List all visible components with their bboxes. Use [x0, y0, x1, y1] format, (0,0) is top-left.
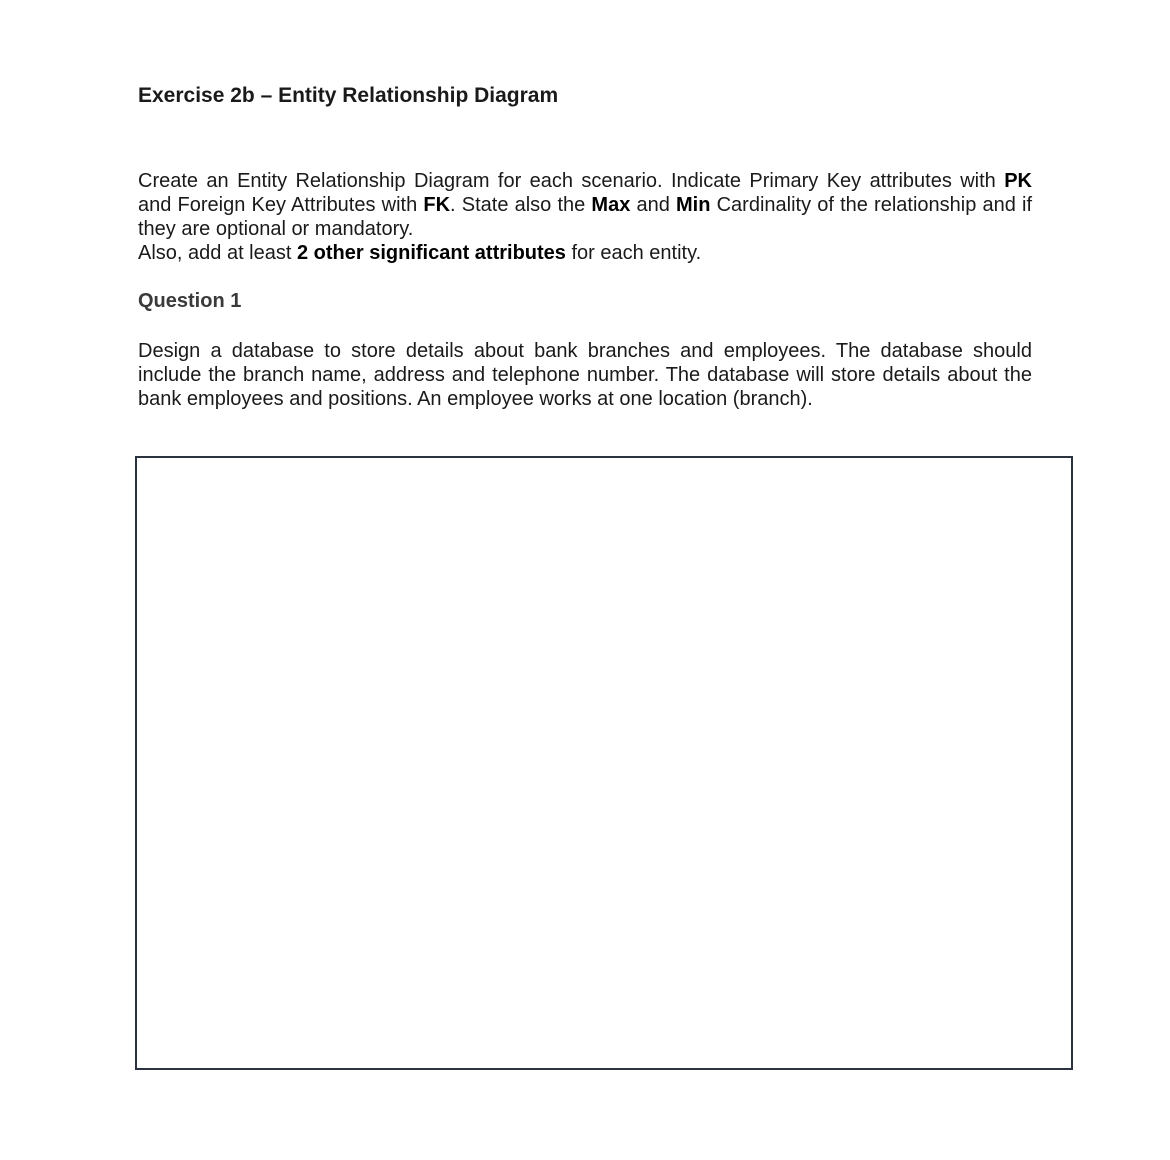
question-title: Question 1	[138, 290, 242, 312]
attributes-emphasis: 2 other significant attributes	[296, 242, 566, 264]
instructions-paragraph	[138, 169, 1032, 241]
pk-term: PK	[1004, 170, 1032, 192]
instructions-text-2: and Foreign Key Attributes with	[138, 194, 424, 216]
instructions-text-1: Create an Entity Relationship Diagram for each scenario. Indicate Primary Key attributes with	[138, 170, 1005, 192]
attributes-instruction	[138, 241, 1032, 265]
max-term: Max	[591, 194, 631, 216]
question-scenario: Design a database to store details about bank branches and employees. The database should include the branch name, address and telephone number. The database will store details about the bank employees and positions. An employee works at one location (branch).	[138, 340, 1032, 410]
instructions-text-5: Cardinality of the relationship and if they are optional or mandatory.	[138, 194, 1033, 240]
exercise-heading: Exercise 2b – Entity Relationship Diagram	[138, 84, 559, 107]
instructions-text-4: and	[630, 194, 677, 216]
fk-term: FK	[423, 194, 451, 216]
instructions-text-3: . State also the	[450, 194, 592, 216]
min-term: Min	[676, 194, 711, 216]
attributes-text-1: Also, add at least	[138, 242, 297, 264]
answer-box[interactable]	[135, 456, 1073, 1070]
attributes-text-2: for each entity.	[565, 242, 702, 264]
